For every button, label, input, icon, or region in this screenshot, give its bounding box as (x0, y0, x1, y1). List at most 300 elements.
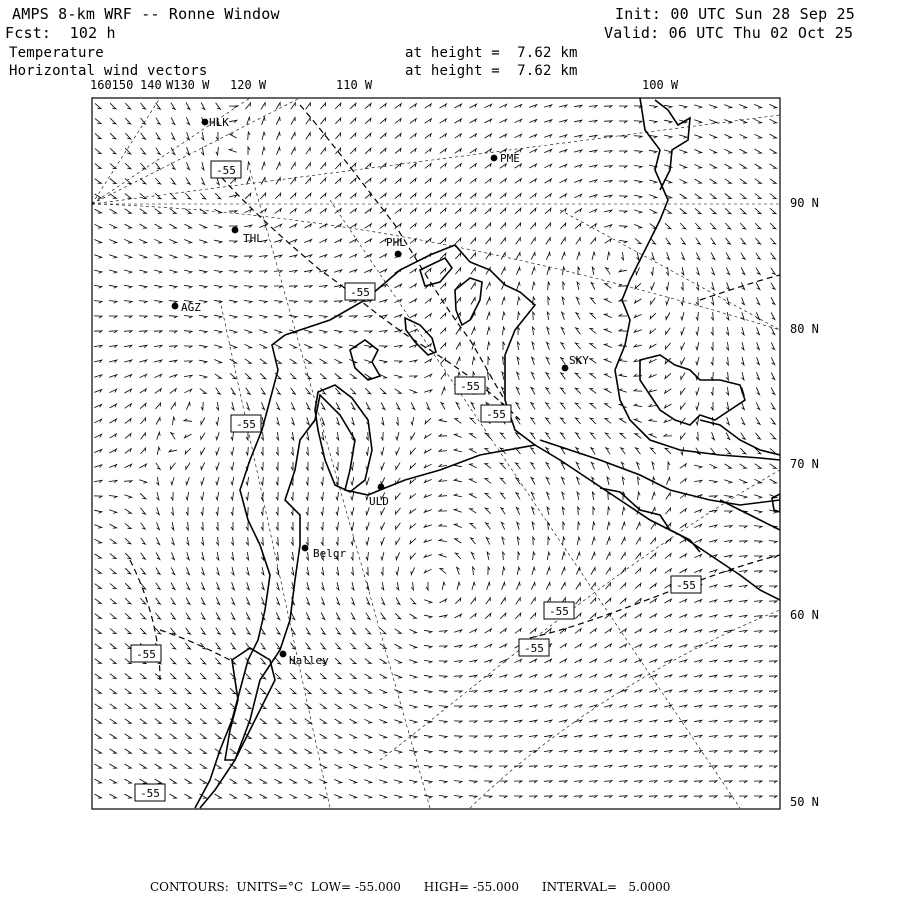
wind-vector (186, 537, 189, 545)
wind-vector (184, 389, 191, 393)
wind-vector (125, 583, 131, 589)
wind-vector (201, 103, 205, 110)
wind-vector (125, 568, 131, 574)
wind-vector (306, 118, 311, 125)
contour-label (671, 576, 701, 593)
wind-vector (680, 569, 687, 573)
wind-vector (305, 688, 311, 693)
wind-vector (110, 179, 116, 184)
wind-vector (351, 567, 353, 575)
wind-vector (426, 582, 428, 590)
wind-vector (169, 255, 177, 259)
wind-vector (514, 675, 521, 678)
wind-vector (711, 342, 713, 350)
wind-vector (694, 796, 702, 798)
contour-label (135, 784, 165, 801)
wind-vector (770, 223, 776, 229)
wind-vector (485, 479, 491, 484)
wind-vector (590, 403, 596, 408)
wind-vector (334, 779, 341, 783)
wind-vector (562, 477, 565, 484)
wind-vector (171, 598, 175, 605)
wind-vector (409, 795, 417, 798)
wind-vector (350, 689, 357, 693)
wind-vector (410, 284, 417, 288)
wind-vector (289, 270, 297, 272)
wind-vector (651, 267, 653, 275)
wind-vector (214, 345, 222, 348)
wind-vector (291, 417, 294, 425)
wind-vector (171, 163, 175, 170)
wind-vector (246, 432, 248, 440)
wind-vector (275, 764, 282, 768)
wind-vector (424, 600, 432, 603)
station-marker (232, 227, 264, 245)
wind-vector (470, 238, 475, 244)
wind-vector (125, 764, 132, 768)
wind-vector (306, 403, 310, 410)
wind-vector (709, 480, 717, 483)
wind-vector (381, 432, 383, 440)
wind-vector (290, 764, 297, 768)
wind-vector (755, 208, 761, 213)
wind-vector (364, 704, 371, 708)
wind-vector (95, 118, 101, 123)
wind-vector (696, 402, 699, 410)
wind-vector (440, 104, 447, 108)
wind-vector (770, 149, 777, 153)
wind-vector (379, 269, 386, 273)
wind-vector (439, 615, 447, 618)
wind-vector (290, 688, 296, 693)
wind-vector (260, 719, 266, 724)
wind-vector (306, 477, 308, 485)
wind-vector (409, 645, 417, 649)
wind-vector (364, 345, 372, 348)
wind-vector (754, 691, 762, 693)
wind-vector (395, 644, 402, 648)
wind-vector (425, 418, 431, 423)
wind-vector (410, 269, 416, 274)
wind-vector (260, 359, 267, 364)
wind-vector (741, 417, 745, 424)
wind-vector (216, 388, 221, 395)
wind-vector (770, 433, 775, 439)
wind-vector (336, 537, 338, 545)
wind-vector (590, 374, 596, 379)
wind-vector (275, 794, 282, 798)
wind-vector (500, 629, 506, 634)
wind-vector (170, 658, 176, 664)
wind-vector (319, 239, 326, 243)
wind-vector (109, 480, 117, 482)
wind-vector (680, 554, 687, 558)
lat-label-60: 60 N (790, 608, 819, 622)
wind-vector (139, 360, 147, 363)
wind-vector (351, 403, 355, 410)
wind-vector (634, 735, 642, 738)
wind-vector (291, 612, 295, 619)
wind-vector (291, 163, 295, 170)
wind-vector (665, 373, 671, 378)
wind-vector (634, 781, 642, 783)
wind-vector (304, 344, 311, 348)
wind-vector (380, 388, 386, 393)
wind-vector (154, 345, 162, 347)
wind-vector (710, 194, 716, 199)
wind-vector (261, 103, 265, 110)
wind-vector (742, 297, 745, 304)
wind-vector (770, 179, 776, 184)
wind-vector (501, 493, 506, 499)
wind-vector (709, 796, 717, 798)
wind-vector (561, 358, 566, 365)
wind-vector (709, 645, 717, 648)
wind-vector (95, 629, 102, 634)
wind-vector (681, 312, 684, 320)
wind-vector (140, 464, 147, 468)
wind-vector (109, 240, 116, 244)
wind-vector (769, 766, 777, 768)
wind-vector (547, 267, 550, 275)
wind-vector (110, 779, 117, 783)
wind-vector (424, 690, 432, 693)
wind-vector (469, 781, 477, 783)
wind-vector (425, 223, 431, 228)
wind-vector (171, 537, 174, 545)
wind-vector (350, 224, 357, 228)
lon-label-160: 160150 (90, 78, 134, 92)
wind-vector (364, 719, 371, 723)
wind-vector (410, 524, 416, 529)
wind-vector (576, 238, 580, 245)
wind-vector (634, 705, 642, 708)
wind-vector (291, 103, 296, 110)
wind-vector (230, 779, 237, 783)
wind-vector (486, 253, 491, 260)
wind-vector (470, 449, 477, 453)
wind-vector (216, 643, 221, 649)
wind-vector (589, 750, 597, 753)
wind-vector (769, 119, 776, 123)
wind-vector (455, 419, 461, 424)
wind-vector (439, 736, 447, 739)
wind-vector (484, 660, 492, 663)
wind-vector (140, 598, 145, 604)
wind-vector (634, 224, 641, 228)
wind-vector (155, 224, 162, 228)
wind-vector (726, 387, 728, 395)
wind-vector (439, 509, 447, 511)
wind-vector (380, 104, 386, 109)
wind-vector (590, 224, 597, 229)
wind-vector (544, 720, 552, 723)
wind-vector (291, 522, 293, 530)
wind-vector (94, 345, 102, 347)
wind-vector (680, 194, 687, 198)
wind-vector (245, 193, 251, 199)
wind-vector (454, 494, 462, 497)
wind-vector (709, 570, 717, 573)
wind-vector (469, 479, 476, 483)
wind-vector (394, 330, 402, 333)
wind-vector (649, 690, 657, 693)
wind-vector (246, 522, 248, 530)
wind-vector (231, 628, 235, 635)
wind-vector (724, 480, 732, 483)
wind-vector (529, 720, 537, 723)
wind-vector (681, 267, 684, 275)
wind-vector (487, 342, 490, 350)
wind-vector (276, 162, 280, 169)
wind-vector (245, 359, 252, 363)
wind-vector (440, 343, 445, 349)
wind-vector (306, 507, 308, 515)
wind-vector (529, 105, 537, 108)
wind-vector (635, 614, 642, 619)
wind-vector (439, 780, 447, 783)
wind-vector (577, 492, 580, 500)
wind-vector (589, 106, 597, 108)
wind-vector (739, 526, 747, 528)
wind-vector (769, 541, 777, 544)
wind-vector (410, 509, 416, 514)
wind-vector (754, 676, 762, 678)
wind-vector (680, 209, 686, 214)
wind-vector (276, 643, 281, 649)
wind-vector (95, 209, 102, 213)
wind-vector (755, 164, 762, 168)
wind-vector (366, 597, 369, 604)
wind-vector (486, 598, 490, 605)
wind-vector (501, 238, 506, 244)
wind-vector (546, 238, 550, 245)
wind-vector (724, 105, 732, 109)
wind-vector (488, 567, 490, 575)
wind-vector (694, 690, 702, 693)
wind-vector (576, 433, 581, 439)
wind-vector (531, 582, 535, 589)
wind-vector (652, 492, 655, 500)
wind-vector (664, 420, 672, 423)
wind-vector (156, 477, 159, 485)
wind-vector (607, 477, 610, 485)
wind-vector (186, 582, 190, 589)
wind-vector (501, 598, 505, 605)
wind-vector (336, 613, 340, 620)
wind-vector (470, 208, 476, 214)
wind-vector (470, 104, 477, 108)
wind-vector (306, 492, 308, 500)
wind-vector (590, 644, 597, 648)
wind-vector (366, 507, 370, 515)
wind-vector (216, 552, 219, 560)
wind-vector (94, 480, 102, 482)
wind-vector (592, 492, 594, 500)
wind-vector (456, 357, 460, 364)
wind-vector (366, 613, 370, 620)
wind-vector (576, 583, 580, 590)
wind-vector (604, 690, 611, 693)
station-label: ULD (369, 495, 389, 508)
wind-vector (532, 567, 535, 575)
wind-vector (124, 255, 132, 259)
wind-vector (245, 764, 252, 768)
wind-vector (574, 180, 581, 183)
wind-vector (304, 286, 312, 288)
wind-vector (214, 330, 222, 333)
wind-vector (484, 706, 492, 708)
wind-vector (186, 522, 188, 530)
wind-vector (396, 432, 399, 440)
wind-vector (231, 447, 234, 455)
wind-vector (124, 331, 132, 333)
wind-vector (141, 133, 146, 139)
wind-vector (274, 271, 282, 273)
wind-vector (291, 118, 295, 125)
wind-vector (620, 419, 627, 423)
wind-vector (605, 629, 612, 634)
wind-vector (726, 253, 730, 260)
wind-vector (321, 462, 323, 470)
wind-vector (380, 178, 386, 183)
wind-vector (547, 492, 550, 499)
wind-vector (366, 552, 369, 560)
wind-vector (170, 734, 177, 739)
wind-vector (336, 403, 340, 410)
wind-vector (455, 253, 460, 259)
wind-vector (604, 314, 611, 318)
wind-vector (260, 779, 267, 783)
wind-vector (95, 103, 101, 108)
wind-vector (396, 463, 400, 470)
wind-vector (335, 163, 340, 169)
station-label: AGZ (181, 301, 201, 314)
wind-vector (544, 766, 552, 768)
wind-vector (109, 510, 117, 514)
wind-vector (604, 151, 612, 153)
wind-vector (455, 553, 460, 559)
wind-vector (109, 345, 117, 347)
wind-vector (155, 764, 162, 768)
wind-vector (575, 644, 582, 648)
wind-vector (649, 705, 657, 708)
wind-vector (171, 463, 176, 469)
wind-vector (275, 209, 281, 214)
wind-vector (531, 403, 535, 410)
wind-vector (140, 418, 145, 424)
wind-vector (157, 432, 161, 440)
wind-vector (94, 496, 102, 498)
wind-vector (574, 705, 582, 708)
wind-vector (260, 734, 267, 739)
wind-vector (246, 628, 250, 635)
wind-vector (470, 164, 476, 169)
wind-vector (95, 133, 101, 138)
wind-vector (394, 345, 402, 347)
wind-vector (156, 507, 159, 515)
wind-vector (724, 721, 732, 723)
wind-vector (455, 539, 462, 543)
wind-vector (754, 766, 762, 768)
wind-vector-field (94, 103, 777, 799)
wind-vector (544, 705, 552, 708)
wind-vector (321, 567, 324, 575)
wind-vector (649, 796, 657, 798)
wind-vector (664, 781, 672, 783)
wind-vector (709, 630, 717, 633)
wind-vector (679, 690, 687, 693)
wind-vector (754, 631, 762, 633)
wind-vector (199, 360, 207, 363)
wind-vector (469, 629, 476, 633)
wind-vector (575, 373, 581, 379)
wind-vector (593, 507, 595, 515)
wind-vector (709, 690, 717, 693)
wind-vector (469, 645, 477, 648)
wind-vector (321, 628, 325, 635)
wind-vector (289, 240, 296, 243)
wind-vector (454, 781, 462, 784)
wind-vector (351, 537, 354, 545)
wind-vector (365, 643, 371, 648)
wind-vector (231, 643, 236, 649)
wind-vector (186, 117, 189, 124)
wind-vector (724, 600, 732, 603)
wind-vector (578, 522, 580, 530)
wind-vector (231, 492, 234, 500)
wind-vector (454, 676, 462, 678)
wind-vector (260, 688, 266, 694)
wind-vector (754, 751, 762, 753)
wind-vector (379, 689, 386, 693)
wind-vector (321, 522, 323, 530)
wind-vector (229, 271, 237, 274)
wind-vector (424, 780, 432, 783)
wind-vector (620, 614, 626, 619)
wind-vector (607, 537, 611, 545)
wind-vector (709, 135, 716, 139)
wind-vector (124, 495, 132, 498)
wind-vector (109, 389, 116, 392)
wind-vector (545, 194, 551, 199)
wind-vector (664, 675, 672, 678)
wind-vector (516, 403, 520, 410)
station-label: PME (500, 152, 520, 165)
wind-vector (517, 282, 520, 290)
wind-vector (425, 208, 431, 213)
wind-vector (484, 690, 492, 693)
wind-vector (275, 703, 281, 708)
wind-vector (606, 583, 611, 589)
wind-vector (125, 118, 130, 124)
wind-vector (590, 298, 595, 304)
wind-vector (201, 582, 204, 589)
wind-vector (605, 389, 612, 393)
wind-vector (409, 329, 416, 332)
wind-vector (590, 344, 596, 349)
wind-vector (471, 268, 476, 274)
wind-vector (485, 508, 491, 514)
wind-vector (679, 751, 687, 753)
wind-vector (139, 480, 147, 483)
wind-vector (756, 312, 759, 319)
wind-vector (694, 120, 702, 123)
wind-vector (709, 705, 717, 707)
wind-vector (306, 388, 311, 394)
wind-vector (619, 226, 627, 228)
wind-vector (139, 301, 147, 304)
